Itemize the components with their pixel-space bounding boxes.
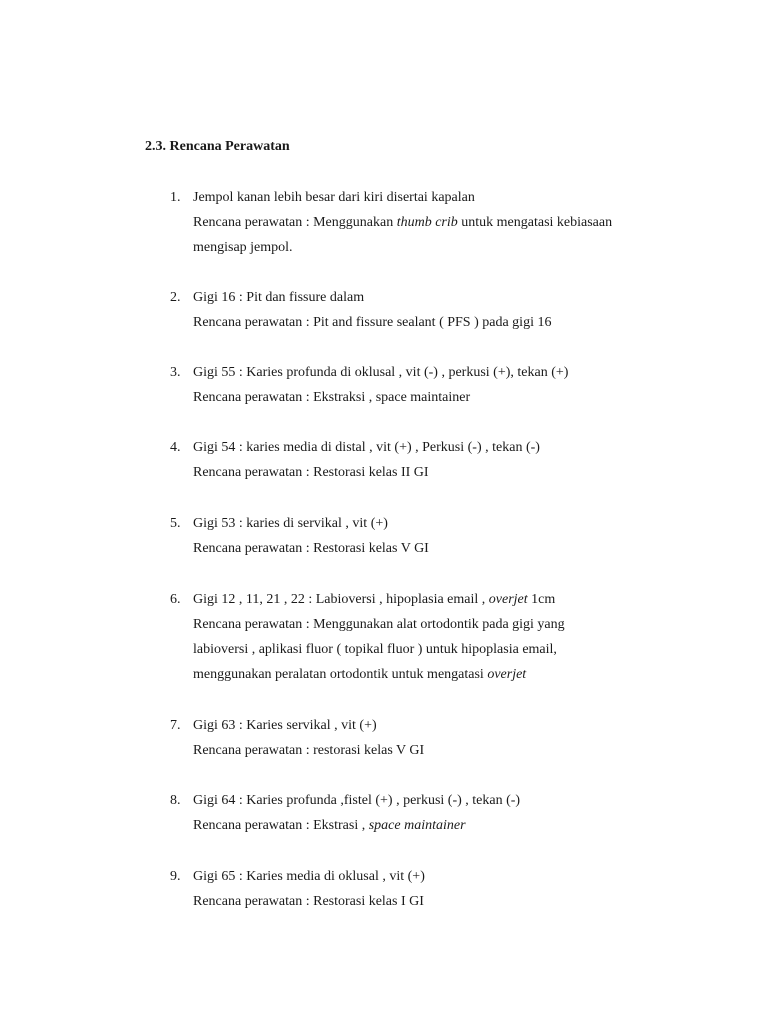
item-body [193, 435, 690, 485]
item-number: 9. [170, 869, 181, 884]
item-plan-continuation: mengisap jempol. [193, 240, 293, 255]
item-plan: Rencana perawatan : Pit and fissure sealant ( PFS ) pada gigi 16 [193, 315, 552, 330]
item-plan: Rencana perawatan : Restorasi kelas II GI [193, 465, 429, 480]
plan-text: untuk mengatasi kebiasaan [457, 215, 613, 230]
item-diagnosis: Gigi 16 : Pit dan fissure dalam [193, 290, 365, 305]
item-plan: Rencana perawatan : restorasi kelas V GI [193, 743, 425, 758]
item-number: 3. [170, 365, 181, 380]
diagnosis-text: Gigi 12 , 11, 21 , 22 : Labioversi , hipoplasia email , [193, 592, 489, 607]
item-plan-continuation [193, 662, 690, 687]
item-plan: Rencana perawatan : Menggunakan alat ortodontik pada gigi yang [193, 617, 565, 632]
item-body [193, 587, 690, 687]
item-diagnosis [193, 587, 690, 612]
item-body [193, 511, 690, 561]
item-diagnosis: Gigi 63 : Karies servikal , vit (+) [193, 718, 377, 733]
item-diagnosis: Gigi 54 : karies media di distal , vit (+) , Perkusi (-) , tekan (-) [193, 440, 540, 455]
plan-text: menggunakan peralatan ortodontik untuk mengatasi [193, 667, 488, 682]
item-diagnosis: Gigi 55 : Karies profunda di oklusal , vit (-) , perkusi (+), tekan (+) [193, 365, 569, 380]
section-heading: 2.3. Rencana Perawatan [145, 139, 290, 154]
plan-italic-term: overjet [487, 667, 527, 682]
item-number: 8. [170, 793, 181, 808]
item-number: 6. [170, 592, 181, 607]
item-number: 4. [170, 440, 181, 455]
plan-italic-term: space maintainer [368, 818, 466, 833]
item-number: 2. [170, 290, 181, 305]
plan-text: Rencana perawatan : Ekstrasi , [193, 818, 369, 833]
item-body [193, 864, 690, 914]
item-number: 1. [170, 190, 181, 205]
item-body [193, 713, 690, 763]
item-body [193, 285, 690, 335]
item-diagnosis: Gigi 53 : karies di servikal , vit (+) [193, 516, 388, 531]
item-body [193, 185, 690, 260]
plan-italic-term: thumb crib [396, 215, 458, 230]
diagnosis-text: 1cm [527, 592, 556, 607]
item-plan: Rencana perawatan : Restorasi kelas V GI [193, 541, 429, 556]
item-body [193, 788, 690, 838]
item-plan: Rencana perawatan : Restorasi kelas I GI [193, 894, 424, 909]
item-plan [193, 813, 690, 838]
item-plan-continuation: labioversi , aplikasi fluor ( topikal fluor ) untuk hipoplasia email, [193, 642, 557, 657]
item-number: 7. [170, 718, 181, 733]
item-diagnosis: Gigi 64 : Karies profunda ,fistel (+) , perkusi (-) , tekan (-) [193, 793, 521, 808]
item-plan [193, 210, 690, 235]
item-body [193, 360, 690, 410]
diagnosis-italic-term: overjet [488, 592, 528, 607]
item-diagnosis: Gigi 65 : Karies media di oklusal , vit (+) [193, 869, 425, 884]
item-plan: Rencana perawatan : Ekstraksi , space maintainer [193, 390, 471, 405]
plan-text: Rencana perawatan : Menggunakan [193, 215, 397, 230]
item-number: 5. [170, 516, 181, 531]
item-diagnosis: Jempol kanan lebih besar dari kiri disertai kapalan [193, 190, 475, 205]
